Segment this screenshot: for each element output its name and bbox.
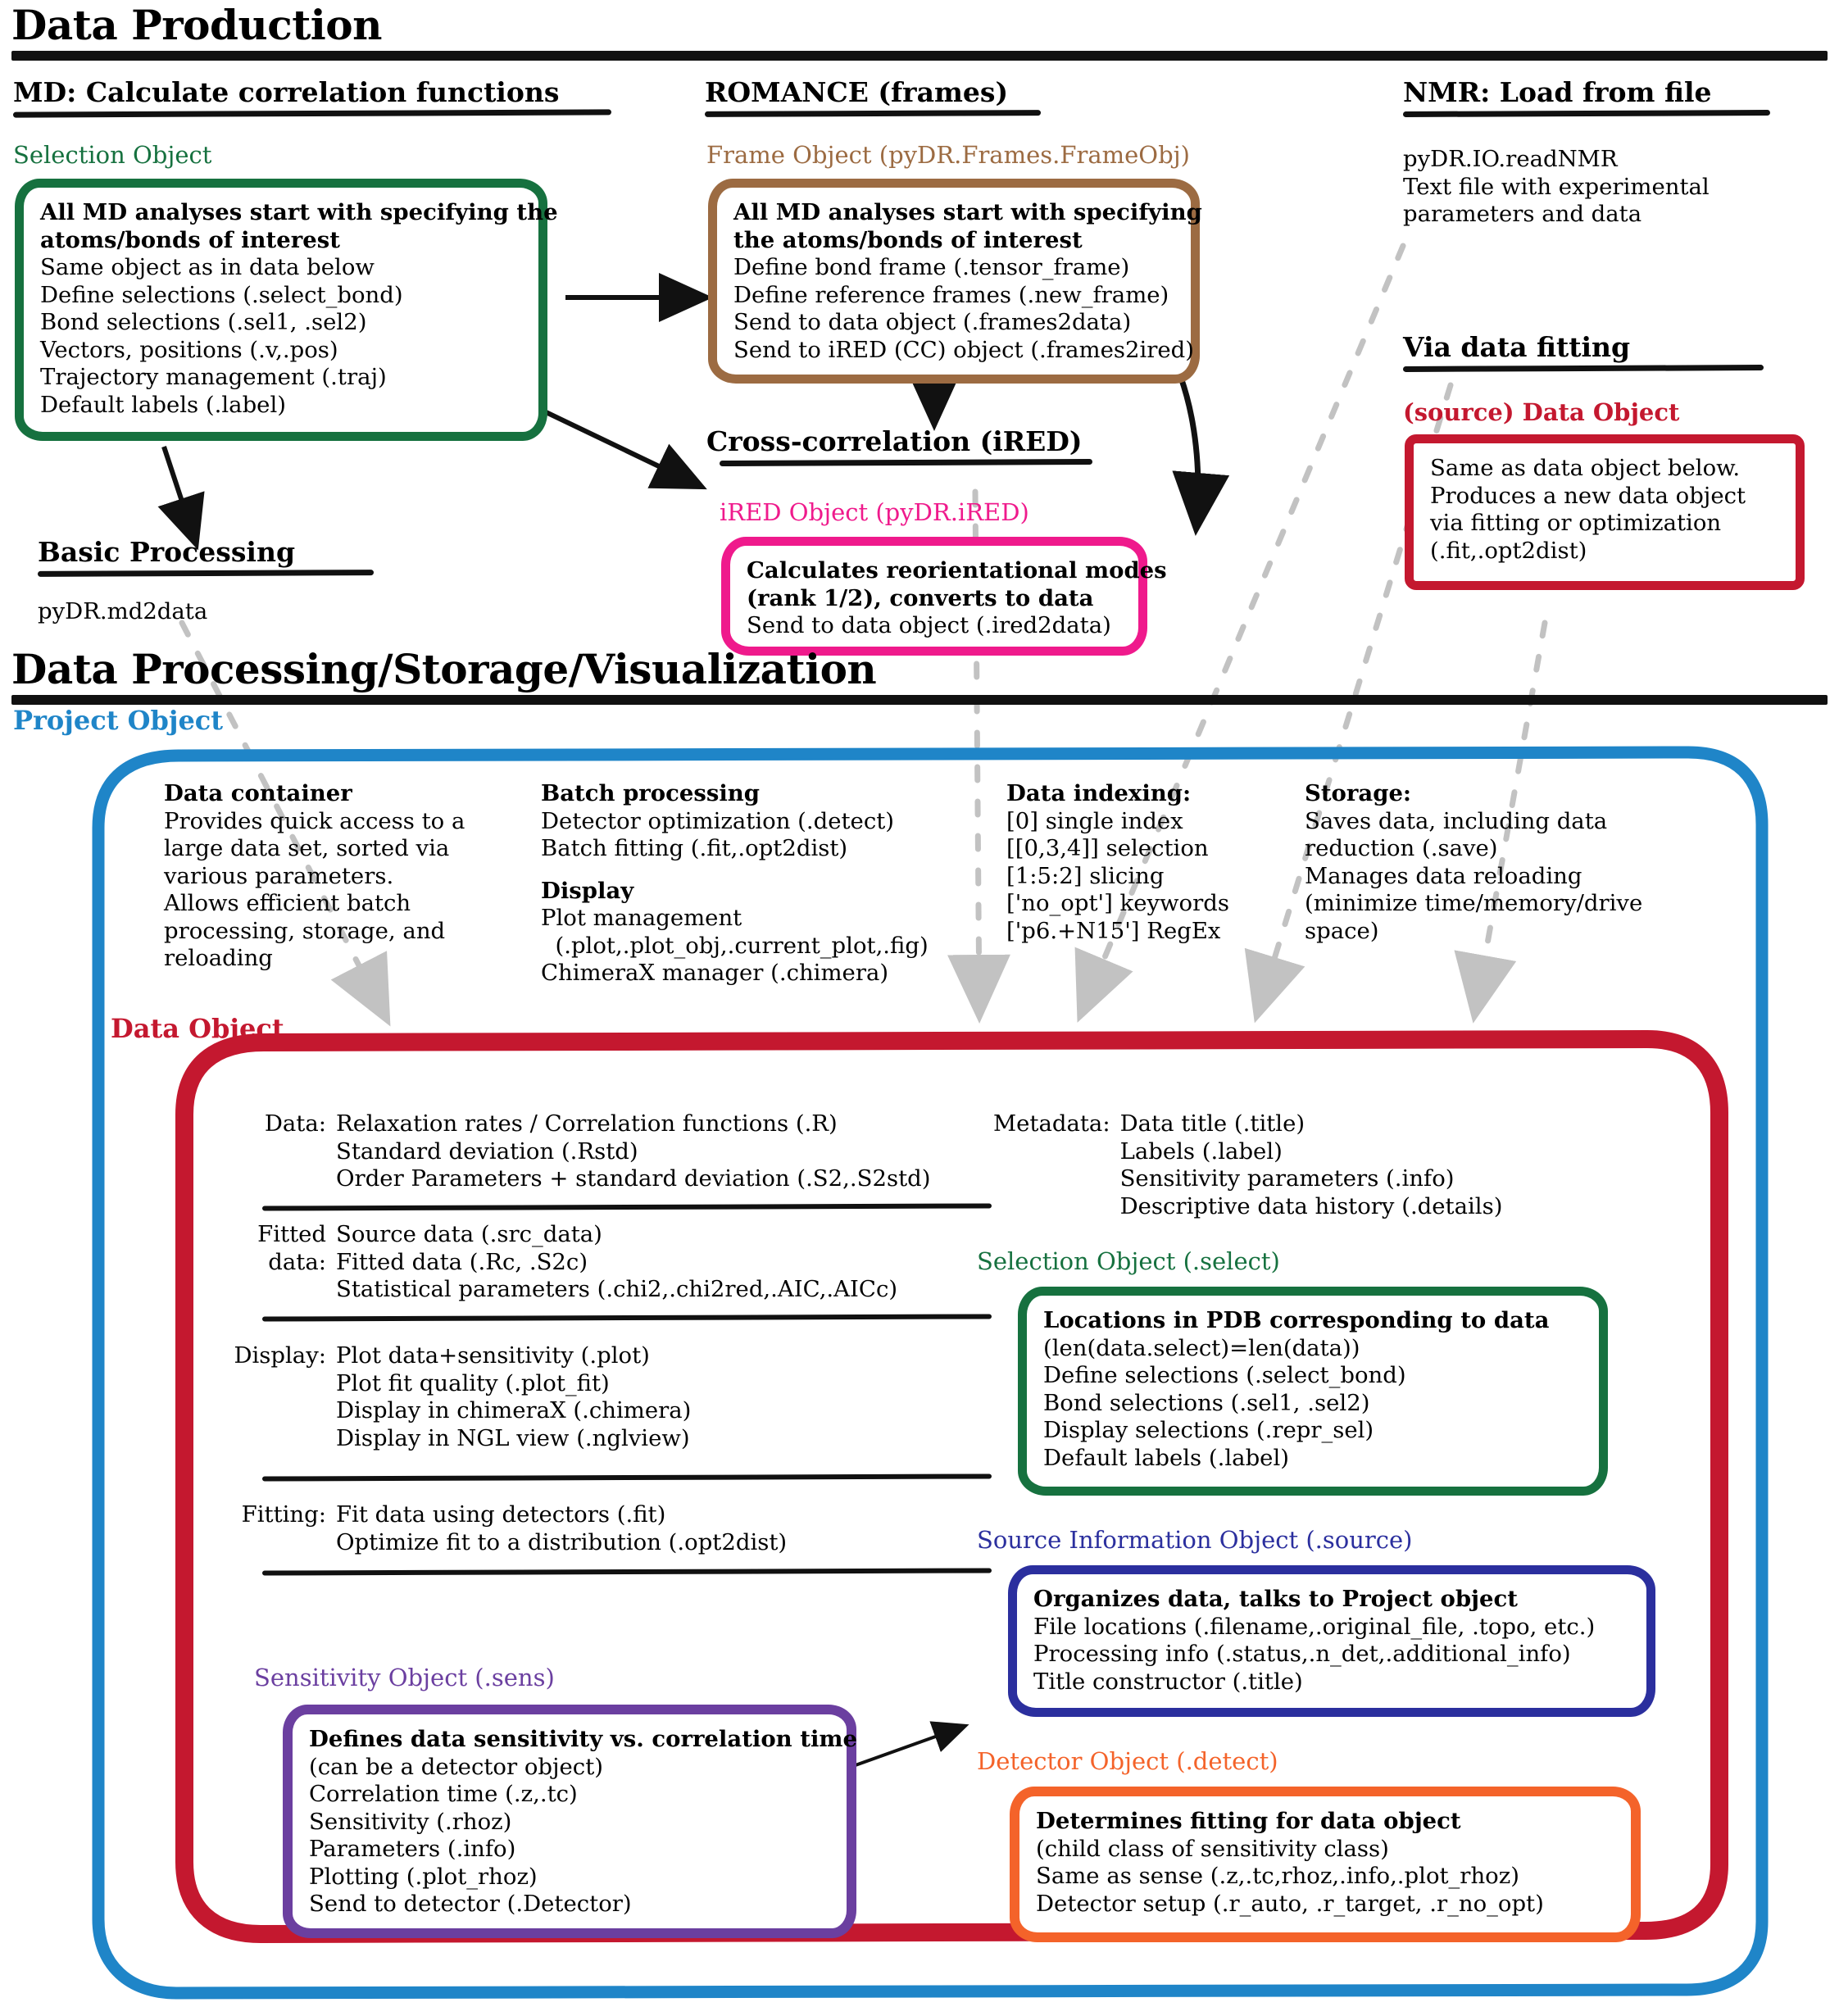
column-heading: Data indexing: — [1006, 780, 1192, 806]
label-selection-object: Selection Object — [13, 141, 212, 169]
box-line: Vectors, positions (.v,.pos) — [40, 336, 338, 363]
box-line: Defines data sensitivity vs. correlation time — [309, 1726, 857, 1752]
box-line: File locations (.filename,.original_file, .topo, etc.) — [1033, 1613, 1596, 1640]
label-sensitivity-object: Sensitivity Object (.sens) — [254, 1664, 555, 1691]
divider-rule — [262, 1473, 992, 1481]
heading-via-data-fitting-rule — [1403, 365, 1764, 372]
heading-ired — [706, 426, 1198, 465]
heading-romance — [705, 77, 1098, 116]
body-line: Allows efficient batch — [164, 890, 411, 916]
body-line: Saves data, including data — [1305, 807, 1608, 834]
label-source-data-object: (source) Data Object — [1403, 398, 1680, 426]
box-line: Define selections (.select_bond) — [1043, 1362, 1406, 1388]
body-line: ChimeraX manager (.chimera) — [541, 960, 889, 986]
box-line: Parameters (.info) — [309, 1836, 516, 1862]
box-source-information-object — [1008, 1565, 1655, 1717]
heading-nmr-text: NMR: Load from file — [1403, 76, 1712, 108]
box-line: Detector setup (.r_auto, .r_target, .r_no_opt) — [1036, 1890, 1544, 1917]
label-ired-object: iRED Object (pyDR.iRED) — [720, 498, 1029, 526]
box-source-data-object — [1405, 434, 1805, 590]
heading-ired-rule — [720, 459, 1092, 466]
banner-rule — [11, 51, 1828, 61]
banner-title: Data Processing/Storage/Visualization — [11, 645, 877, 693]
divider-rule — [262, 1314, 992, 1321]
body-line: ['p6.+N15'] RegEx — [1006, 917, 1221, 944]
column-heading: Display — [541, 877, 634, 904]
label-project-object: Project Object — [13, 705, 224, 736]
body-line: pyDR.md2data — [38, 598, 208, 624]
body-line: Order Parameters + standard deviation (.S2,.S2std) — [336, 1165, 931, 1192]
heading-via-data-fitting — [1403, 332, 1829, 371]
box-line: Default labels (.label) — [1043, 1444, 1289, 1471]
project-column-data-container — [164, 780, 492, 973]
body-line: Relaxation rates / Correlation functions (.R) — [336, 1110, 838, 1137]
body-line: (minimize time/memory/drive — [1305, 890, 1643, 916]
heading-basic-processing-rule — [38, 570, 374, 577]
box-line: Display selections (.repr_sel) — [1043, 1417, 1374, 1443]
group-key: data: — [268, 1248, 326, 1275]
box-line: Define selections (.select_bond) — [40, 281, 403, 308]
body-line: [[0,3,4]] selection — [1006, 835, 1209, 861]
heading-basic-processing — [38, 537, 382, 576]
heading-romance-rule — [705, 110, 1041, 117]
label-source-information-object: Source Information Object (.source) — [977, 1526, 1413, 1554]
column-heading: Storage: — [1305, 780, 1412, 806]
column-heading: Batch processing — [541, 780, 761, 806]
box-line: Same as sense (.z,.tc,rhoz,.info,.plot_rhoz) — [1036, 1863, 1519, 1889]
box-detector-object — [1010, 1787, 1641, 1942]
box-frame-object — [708, 179, 1200, 384]
box-line: Send to iRED (CC) object (.frames2ired) — [733, 336, 1195, 363]
box-line: Send to detector (.Detector) — [309, 1891, 632, 1917]
box-line: Produces a new data object — [1430, 482, 1746, 509]
heading-md — [13, 77, 620, 116]
box-line: Correlation time (.z,.tc) — [309, 1781, 578, 1807]
body-line: reloading — [164, 945, 273, 971]
body-line: Batch fitting (.fit,.opt2dist) — [541, 835, 848, 861]
body-line: Manages data reloading — [1305, 862, 1582, 889]
group-key: Display: — [234, 1342, 326, 1369]
data-group-display — [209, 1342, 947, 1452]
body-line: Optimize fit to a distribution (.opt2dist) — [336, 1528, 788, 1555]
box-line: Define bond frame (.tensor_frame) — [733, 254, 1130, 280]
box-line: the atoms/bonds of interest — [733, 226, 1083, 253]
box-line: Bond selections (.sel1, .sel2) — [40, 309, 367, 335]
box-line: Plotting (.plot_rhoz) — [309, 1863, 538, 1890]
box-line: Same as data object below. — [1430, 455, 1741, 481]
box-line: Organizes data, talks to Project object — [1033, 1586, 1518, 1612]
body-line: processing, storage, and — [164, 917, 446, 944]
body-line: Plot management — [541, 905, 742, 931]
body-line: Plot fit quality (.plot_fit) — [336, 1369, 610, 1396]
body-line: Display in NGL view (.nglview) — [336, 1424, 690, 1451]
body-line: Descriptive data history (.details) — [1119, 1192, 1503, 1219]
column-heading: Data container — [164, 780, 352, 806]
heading-nmr-rule — [1403, 110, 1770, 117]
box-selection-object-select — [1018, 1287, 1608, 1496]
heading-via-data-fitting-text: Via data fitting — [1403, 331, 1631, 363]
heading-romance-text: ROMANCE (frames) — [705, 76, 1009, 108]
body-line: Statistical parameters (.chi2,.chi2red,.AIC,.AICc) — [336, 1276, 898, 1302]
label-selection-object-select: Selection Object (.select) — [977, 1247, 1280, 1275]
box-line: All MD analyses start with specifying — [733, 199, 1202, 225]
box-line: Define reference frames (.new_frame) — [733, 281, 1169, 308]
body-line: [0] single index — [1006, 807, 1183, 834]
body-line: [1:5:2] slicing — [1006, 862, 1165, 889]
body-line: Data title (.title) — [1119, 1110, 1305, 1137]
heading-basic-processing-text: Basic Processing — [38, 536, 296, 568]
arrow-selection-to-ired — [541, 410, 698, 485]
box-line: Send to data object (.frames2data) — [733, 309, 1132, 335]
box-line: Sensitivity (.rhoz) — [309, 1808, 512, 1835]
body-line: Source data (.src_data) — [336, 1221, 602, 1247]
heading-md-text: MD: Calculate correlation functions — [13, 76, 560, 108]
box-line: Processing info (.status,.n_det,.additional_info) — [1033, 1641, 1571, 1667]
banner-rule — [11, 695, 1828, 705]
banner-data-processing — [11, 647, 1828, 705]
box-line: Determines fitting for data object — [1036, 1808, 1461, 1834]
body-line: Standard deviation (.Rstd) — [336, 1137, 638, 1165]
group-key: Data: — [264, 1110, 326, 1137]
body-line: large data set, sorted via — [164, 835, 450, 861]
heading-md-rule — [13, 109, 611, 117]
data-group-data — [246, 1110, 951, 1193]
body-line: various parameters. — [164, 862, 394, 889]
body-line: Provides quick access to a — [164, 807, 465, 834]
box-sensitivity-object — [283, 1705, 856, 1938]
divider-rule — [262, 1568, 992, 1575]
box-line: Title constructor (.title) — [1033, 1668, 1303, 1695]
box-line: (len(data.select)=len(data)) — [1043, 1334, 1360, 1361]
box-selection-object — [15, 179, 558, 441]
data-group-metadata — [993, 1110, 1731, 1220]
body-line: Fit data using detectors (.fit) — [336, 1501, 666, 1528]
group-key: Fitting: — [241, 1501, 326, 1528]
body-line: Labels (.label) — [1119, 1137, 1283, 1165]
text-nmr — [1403, 146, 1829, 229]
box-line: Default labels (.label) — [40, 391, 286, 418]
body-line: Fitted data (.Rc, .S2c) — [336, 1248, 588, 1275]
label-detector-object: Detector Object (.detect) — [977, 1747, 1278, 1775]
project-column-data-indexing — [1006, 780, 1285, 945]
data-group-fitting — [215, 1501, 952, 1556]
box-line: (child class of sensitivity class) — [1036, 1835, 1389, 1862]
body-line: (.plot,.plot_obj,.current_plot,.fig) — [541, 932, 929, 959]
heading-ired-text: Cross-correlation (iRED) — [706, 425, 1083, 457]
data-group-fitted-data — [221, 1221, 959, 1304]
box-line: All MD analyses start with specifying the — [40, 199, 558, 225]
body-line: Plot data+sensitivity (.plot) — [336, 1342, 650, 1369]
box-line: Same object as in data below — [40, 254, 375, 280]
body-line: Detector optimization (.detect) — [541, 807, 895, 834]
body-line: reduction (.save) — [1305, 835, 1498, 861]
box-line: (rank 1/2), converts to data — [747, 584, 1094, 611]
box-line: via fitting or optimization — [1430, 510, 1722, 536]
label-data-object: Data Object — [111, 1013, 284, 1044]
box-line: (.fit,.opt2dist) — [1430, 537, 1587, 564]
box-line: atoms/bonds of interest — [40, 226, 340, 253]
divider-rule — [262, 1203, 992, 1210]
body-line: parameters and data — [1403, 201, 1642, 227]
body-line: Text file with experimental — [1403, 173, 1710, 200]
project-column-batch-processing — [541, 780, 967, 988]
label-frame-object: Frame Object (pyDR.Frames.FrameObj) — [706, 141, 1190, 169]
group-key: Fitted — [257, 1221, 326, 1247]
box-line: Send to data object (.ired2data) — [747, 612, 1111, 638]
arrow-selection-to-basic-processing — [164, 447, 195, 541]
body-line: ['no_opt'] keywords — [1006, 890, 1229, 916]
box-line: Bond selections (.sel1, .sel2) — [1043, 1389, 1370, 1416]
project-column-storage — [1305, 780, 1723, 945]
text-basic-processing — [38, 598, 382, 626]
heading-nmr — [1403, 77, 1829, 116]
box-ired-object — [721, 537, 1167, 656]
box-line: Trajectory management (.traj) — [40, 364, 387, 390]
body-line: Sensitivity parameters (.info) — [1119, 1165, 1455, 1192]
box-line: Locations in PDB corresponding to data — [1043, 1307, 1550, 1333]
group-key: Metadata: — [993, 1110, 1110, 1137]
box-line: (can be a detector object) — [309, 1753, 603, 1780]
banner-data-production — [11, 3, 1828, 61]
body-line: pyDR.IO.readNMR — [1403, 146, 1618, 172]
banner-title: Data Production — [11, 1, 382, 49]
box-line: Calculates reorientational modes — [747, 557, 1167, 583]
body-line: Display in chimeraX (.chimera) — [336, 1397, 692, 1423]
body-line: space) — [1305, 917, 1379, 944]
